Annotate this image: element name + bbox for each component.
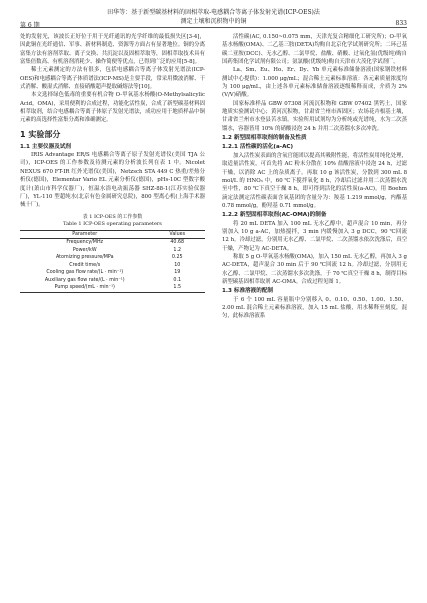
- paragraph: 国家标准样品 GBW 07308 河流沉积物和 GBW 07402 黑钙土，国家地质实验测试中心；黄河沉积物，甘肃省兰州市西固区；农场花卉根基土壤，甘肃省兰州市水登县苦水镇。实验所用试剂均为分析纯或光谱纯，水为二次蒸馏水，容器皆用 10% 的硝酸浸泡 24 h 并用二次蒸馏水多次冲洗。: [222, 100, 407, 132]
- running-header-title: [0, 9, 427, 26]
- table-cell: 1.5: [150, 284, 206, 292]
- table-cell: Pump speed/(mL · min⁻¹): [20, 284, 150, 292]
- table-row: [20, 247, 205, 255]
- subsection-heading: 1.2 新型固相萃取剂的制备及性质: [222, 135, 307, 142]
- paragraph: 稀土元素测定的方法有很多，包括电感耦合等离子体发射光谱法(ICP-OES)和电感耦合等离子体质谱法(ICP-MS)是主要手段，常采用微波消解、干式消解、酸湿式消解、直接硝酸超声提取碱熔法等[10]。: [20, 67, 205, 91]
- table-cell: 1.2: [173, 247, 182, 253]
- table-cell: Auxiliary gas flow rate/(L · min⁻¹): [44, 277, 125, 283]
- parameters-table: [20, 230, 205, 293]
- table-cell: Cooling gas flow rate/(L · min⁻¹): [46, 270, 124, 276]
- header-rule: [20, 27, 407, 28]
- table-cell: 0.1: [173, 277, 182, 283]
- paragraph: 处的发射光，该波长正好位于用于光纤通讯的光学纤维的最低损失区[3-4]，因此铜在光纤通信、军事、新材料制造、资源等方面占有显著地位。铜的分离富集方法有溶剂萃取、离子交换、共沉淀以及固相萃取等，固相萃取技术具有富集倍数高、有机溶剂消耗少、操作简便等优点，已得到广泛的应用[5-8]。: [20, 34, 205, 66]
- table-row: [20, 262, 205, 270]
- table-row: [20, 269, 205, 277]
- paragraph: 将 20 mL DETA 加入 100 mL 无水乙醇中，超声混合 10 min，再分别加入 10 g a-AC，加热搅拌，3 min 内缓慢加入 3 g DCC，90 ℃回流 12 h。冷却过滤，分别用无水乙醇、二氯甲烷、二次蒸馏水依次洗涤后，真空干燥，产物记为 AC-DETA。: [222, 220, 407, 252]
- running-header-title-line2: 测定土壤和沉积物中的铜: [180, 17, 247, 25]
- subsection-heading: 1.2.1 活性碳的活化(a-AC): [222, 144, 294, 151]
- right-column: [222, 33, 407, 321]
- table-row: [20, 254, 205, 262]
- left-column: [20, 33, 205, 293]
- paragraph: La、Sm、Eu、Ho、Er、Dy、Yb 单元素标准储备溶液(国家钢铁材料测试中心提供)：1.000 μg/mL；混合稀土元素标准溶液：各元素质量浓度均为 100 μg/mL，由上述各单元素标准储备溶液逐级稀释而成，介质为 2%(V/V)硝酸。: [222, 67, 407, 99]
- section-heading: 1 实验部分: [20, 129, 61, 139]
- table-cell: 19: [174, 270, 181, 276]
- table-cell: Frequency/MHz: [66, 240, 104, 246]
- table-cell: Atomizing pressure/MPa: [55, 255, 114, 261]
- column-header: Parameter: [20, 230, 150, 239]
- paragraph: IRIS Advantage ER/S 电感耦合等离子原子发射光谱仪(美国 TJA 公司)，ICP-OES 的工作参数及待测元素的分析波长列在表 1 中。Nicolet NEXUS 670 FT-IR 红外光谱仪(美国)，Netzsch STA 449 C 热重/差热分析仪(德国)，Elementar Vario EL 元素分析仪(德国)，pHs-10C 型数字酸度计(萧山市科学仪器厂)，恒温水浴电动振荡器 SHZ-88-1(江苏实验仪器厂)，YL-110 型超纯水(北京有色金属研究总院)，800 型离心机(上海手术器械十厂)。: [20, 152, 205, 209]
- table-caption-en: Table 1 ICP-OES operating parameters: [63, 220, 162, 227]
- table-row: [20, 277, 205, 285]
- subsection-heading: 1.1 主要仪器及试剂: [20, 143, 72, 150]
- paragraph: 加入活性炭表面的含氧官能团以提高其吸附性能，将活性炭用纯化处理，取适量活性炭，可首先将 AC 粉末分散在 10% 盐酸溶液中浸泡 24 h，过滤干燥，以消除 AC 上的杂质离子。再取 10 g 该活性炭，分散到 300 mL 8 mol/L 的 HNO₃ 中，60 ℃下搅拌氧化 8 h，冷却后过滤并用二次蒸馏水洗至中性，80 ℃下真空干燥 8 h，即可得到活化的活性炭(a-AC)。用 Boehm 滴定法测定活性碳表面含氧基团的含量分为：羧基 1.219 mmol/g，内酯基 0.78 mmol/g，酚羟基 0.71 mmol/g。: [222, 152, 407, 209]
- table-header-row: [20, 230, 205, 239]
- table-caption-cn: 表 1 ICP-OES 的工作参数: [82, 213, 143, 220]
- subsection-heading: 1.2.2 新型固相萃取剂(AC-OMA)的制备: [222, 212, 327, 219]
- table-cell: 10: [174, 262, 181, 268]
- paragraph: 本文选择绿色低毒的重要有机合物 O-甲氧基水杨酸(O-Methylsalicylic Acid，OMA)，采用便利的合成过程，功能化活性炭，合成了新型碳基材料固相萃取剂，结合电感耦合等离子体原子发射光谱法，成功应用于地质样品中铜元素的高选择性富集分离和准确测定。: [20, 92, 205, 124]
- running-header-title-line1: 田华等：基于新型碳基材料的固相萃取-电感耦合等离子体发射光谱(ICP-OES)法: [107, 9, 320, 16]
- column-header: Values: [150, 230, 206, 239]
- issue-label: 第 6 期: [20, 22, 40, 29]
- paragraph: 活性碳(AC, 0.150~0.075 mm，天津光复合精细化工研究所)；O-甲氧基水杨酸(OMA)、二乙基三胺(DETA)均购自北京化学试剂研究所；二环己基碳二亚胺(DCC)、无水乙醇、二氯甲烷、盐酸、硝酸、过氧化氢(优级纯)购自国药集团化学试剂有限公司；氨氯酸(优级纯)购自天津市大茂化学试剂厂。: [222, 34, 407, 66]
- page-number: 833: [395, 20, 407, 27]
- paragraph: 于 6 个 100 mL 容量瓶中分别移入 0、0.10、0.50、1.00、1.50、2.00 mL 混合稀土元素标准溶液，加入 15 mL 盐酸，用水稀释至刻度，混匀，此标准溶液系: [222, 296, 407, 320]
- table-caption: [20, 214, 205, 228]
- paragraph: 称取 5 g O-甲氧基水杨酸(OMA)，加入 150 mL 无水乙醇，再加入 3 g AC-DETA，超声混合 30 min 后于 90 ℃回流 12 h。冷却过滤，分别用无水乙醇、二氯甲烷、二次蒸馏水多次洗涤，于 70 ℃真空干燥 8 h，制得目标新型碳基固相萃取剂 AC-OMA。合成过程见图 1。: [222, 253, 407, 285]
- table-row: [20, 239, 205, 247]
- table-cell: 40.68: [170, 240, 185, 246]
- table-row: [20, 284, 205, 292]
- subsection-heading: 1.3 标准溶液的配制: [222, 288, 274, 295]
- table-cell: Credit time/s: [69, 262, 101, 268]
- table-cell: 0.25: [171, 255, 183, 261]
- table-cell: Power/kW: [72, 247, 97, 253]
